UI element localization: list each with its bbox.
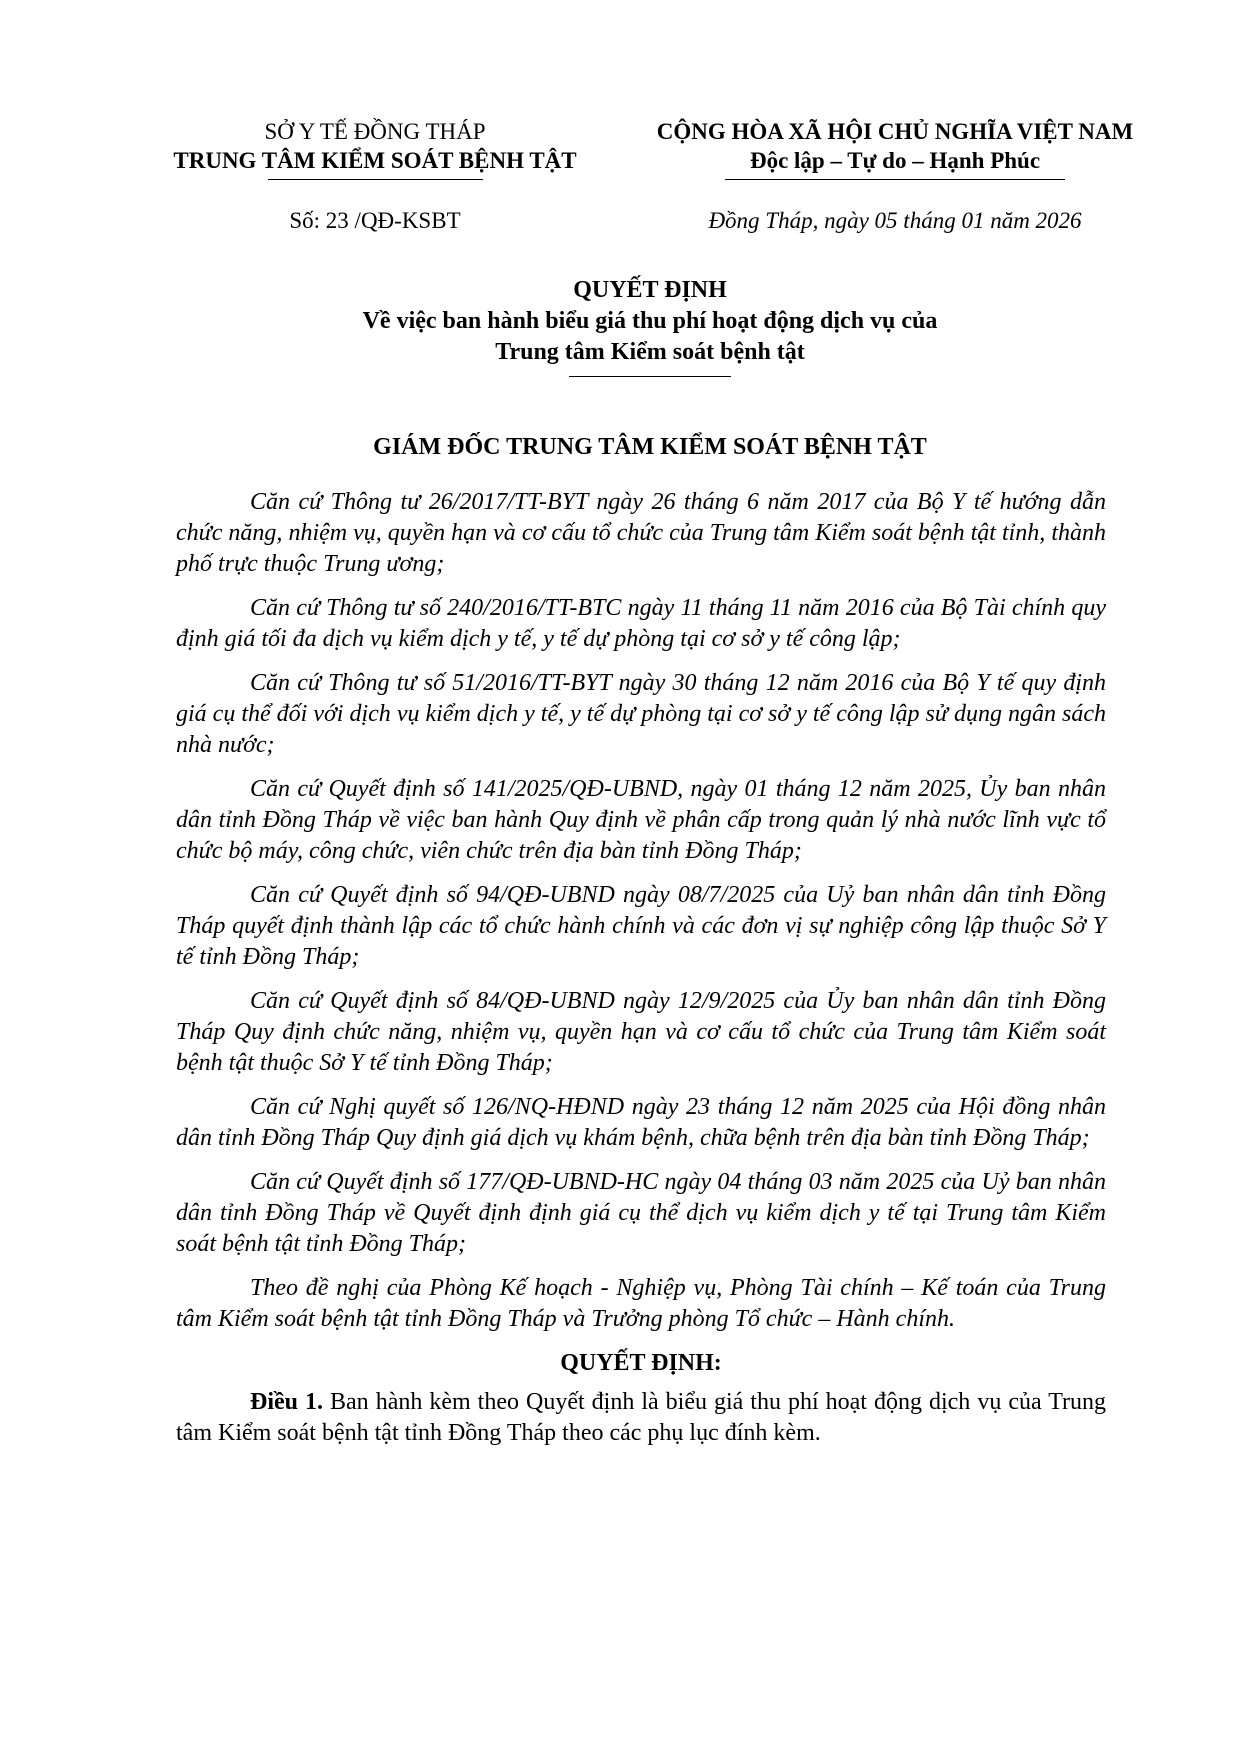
issuing-authority: GIÁM ĐỐC TRUNG TÂM KIỂM SOÁT BỆNH TẬT (373, 434, 927, 460)
place-and-date: Đồng Tháp, ngày 05 tháng 01 năm 2026 (708, 208, 1082, 233)
document-body (176, 487, 1106, 1462)
document-type-heading: QUYẾT ĐỊNH (573, 277, 727, 303)
document-subject-line-1: Về việc ban hành biểu giá thu phí hoạt động dịch vụ của (362, 308, 938, 334)
issuer-header (145, 117, 605, 180)
legal-basis-paragraph: Căn cứ Quyết định số 141/2025/QĐ-UBND, ngày 01 tháng 12 năm 2025, Ủy ban nhân dân tỉnh Đồng Tháp về việc ban hành Quy định về phân cấp trong quản lý nhà nước lĩnh vực tổ chức bộ máy, công chức, viên chức trên địa bàn tỉnh Đồng Tháp; (176, 776, 1106, 864)
national-header (625, 117, 1165, 180)
national-motto: Độc lập – Tự do – Hạnh Phúc (749, 148, 1041, 173)
parent-agency: SỞ Y TẾ ĐỒNG THÁP (264, 119, 486, 144)
motto-underline (725, 179, 1065, 180)
legal-basis-paragraph: Căn cứ Quyết định số 177/QĐ-UBND-HC ngày 04 tháng 03 năm 2025 của Uỷ ban nhân dân tỉnh Đồng Tháp về Quyết định định giá cụ thể dịch vụ kiểm dịch y tế tại Trung tâm Kiểm soát bệnh tật tỉnh Đồng Tháp; (176, 1169, 1106, 1257)
article-1-label: Điều 1. (250, 1389, 324, 1415)
title-underline (569, 376, 731, 377)
document-subject-line-2: Trung tâm Kiểm soát bệnh tật (495, 339, 805, 365)
legal-basis-paragraph: Căn cứ Thông tư số 51/2016/TT-BYT ngày 30 tháng 12 năm 2016 của Bộ Y tế quy định giá cụ thể đối với dịch vụ kiểm dịch y tế, y tế dự phòng tại cơ sở y tế công lập sử dụng ngân sách nhà nước; (176, 670, 1106, 758)
proposal-paragraph: Theo đề nghị của Phòng Kế hoạch - Nghiệp vụ, Phòng Tài chính – Kế toán của Trung tâm Kiểm soát bệnh tật tỉnh Đồng Tháp và Trưởng phòng Tổ chức – Hành chính. (176, 1275, 1106, 1332)
document-title (175, 275, 1125, 377)
legal-basis-paragraph: Căn cứ Thông tư 26/2017/TT-BYT ngày 26 tháng 6 năm 2017 của Bộ Y tế hướng dẫn chức năng, nhiệm vụ, quyền hạn và cơ cấu tổ chức của Trung tâm Kiểm soát bệnh tật tỉnh, thành phố trực thuộc Trung ương; (176, 489, 1106, 577)
issuing-organization: TRUNG TÂM KIỂM SOÁT BỆNH TẬT (173, 148, 577, 173)
decision-heading: QUYẾT ĐỊNH: (560, 1350, 722, 1376)
article-1-text: Ban hành kèm theo Quyết định là biểu giá thu phí hoạt động dịch vụ của Trung tâm Kiểm soát bệnh tật tỉnh Đồng Tháp theo các phụ lục đính kèm. (176, 1389, 1107, 1446)
article-1 (176, 1387, 1106, 1449)
document-number: Số: 23 /QĐ-KSBT (289, 208, 461, 233)
legal-basis-paragraph: Căn cứ Quyết định số 94/QĐ-UBND ngày 08/7/2025 của Uỷ ban nhân dân tỉnh Đồng Tháp quyết định thành lập các tổ chức hành chính và các đơn vị sự nghiệp công lập thuộc Sở Y tế tỉnh Đồng Tháp; (176, 882, 1106, 970)
legal-basis-paragraph: Căn cứ Thông tư số 240/2016/TT-BTC ngày 11 tháng 11 năm 2016 của Bộ Tài chính quy định giá tối đa dịch vụ kiểm dịch y tế, y tế dự phòng tại cơ sở y tế công lập; (176, 595, 1106, 652)
country-name: CỘNG HÒA XÃ HỘI CHỦ NGHĨA VIỆT NAM (656, 119, 1134, 144)
legal-basis-paragraph: Căn cứ Nghị quyết số 126/NQ-HĐND ngày 23 tháng 12 năm 2025 của Hội đồng nhân dân tỉnh Đồng Tháp Quy định giá dịch vụ khám bệnh, chữa bệnh trên địa bàn tỉnh Đồng Tháp; (176, 1094, 1106, 1151)
legal-basis-paragraph: Căn cứ Quyết định số 84/QĐ-UBND ngày 12/9/2025 của Ủy ban nhân dân tỉnh Đồng Tháp Quy định chức năng, nhiệm vụ, quyền hạn và cơ cấu tổ chức của Trung tâm Kiểm soát bệnh tật thuộc Sở Y tế tỉnh Đồng Tháp; (176, 988, 1106, 1076)
issuer-underline (268, 179, 483, 180)
